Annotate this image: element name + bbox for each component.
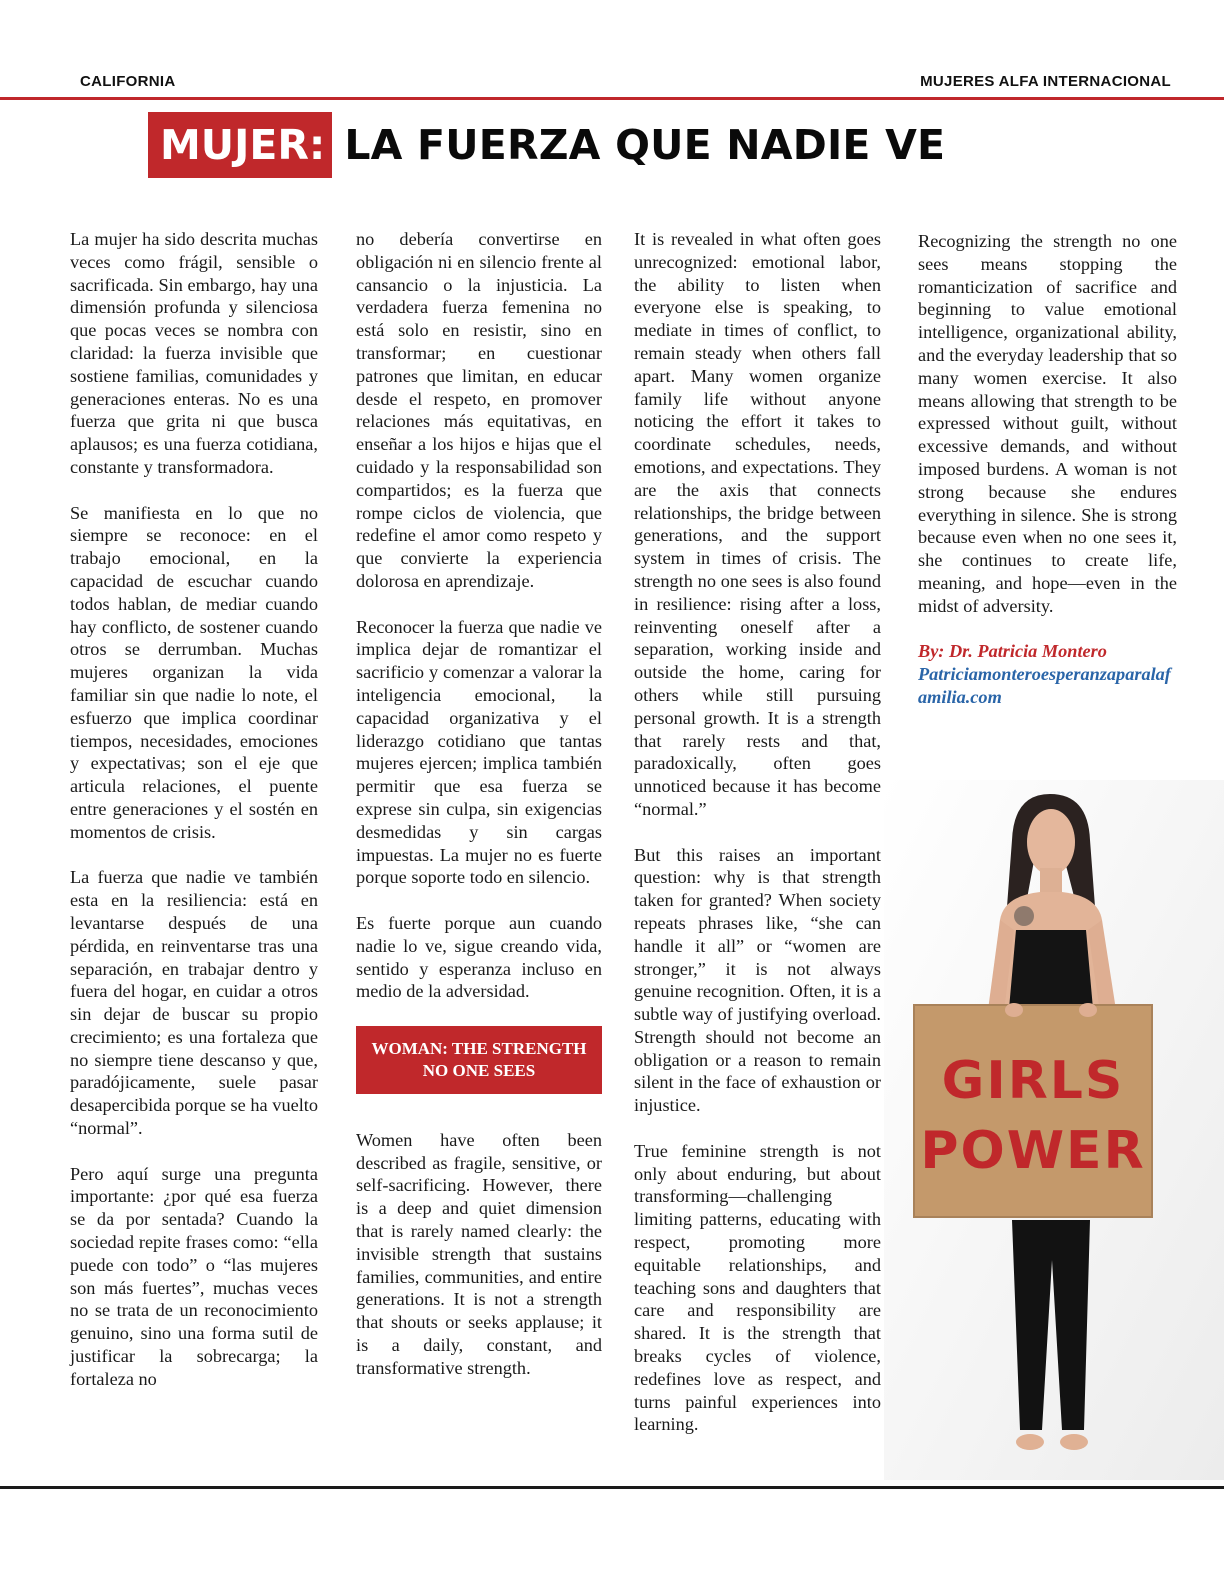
paragraph: Women have often been described as fragile, sensitive, or self-sacrificing. However, there is a deep and quiet dimension that is rarely named clearly: the invisible strength that sustains families, communities, and entire generations. It is not a strength that shouts or seeks applause; it is a daily, constant, and transformative strength. — [356, 1129, 602, 1378]
paragraph: It is revealed in what often goes unrecognized: emotional labor, the ability to listen when everyone else is speaking, to mediate in times of conflict, to remain steady when others fall apart. Many women organize family life without anyone noticing the effort it takes to coordinate schedules, needs, emotions, and expectations. They are the axis that connects relationships, the bridge between generations, and the support system in times of crisis. The strength no one sees is also found in resilience: rising after a loss, reinventing oneself after a separation, working inside and outside the home, caring for others while still pursuing personal growth. It is a strength that rarely rests and that, paradoxically, often goes unnoticed because it has become “normal.” — [634, 229, 881, 819]
column-3 — [634, 228, 881, 1459]
paragraph: Reconocer la fuerza que nadie ve implica dejar de romantizar el sacrificio y comenzar a valorar la inteligencia emocional, la capacidad organizativa y el liderazgo cotidiano que tantas mujeres ejercen; implica también permitir que esa fuerza se exprese sin culpa, sin exigencias desmedidas y sin cargas impuestas. La mujer no es fuerte porque soporte todo en silencio. — [356, 616, 602, 888]
paragraph: La mujer ha sido descrita muchas veces como frágil, sensible o sacrificada. Sin embargo, hay una dimensión profunda y silenciosa que pocas veces se nombra con claridad: la fuerza invisible que sostiene familias, comunidades y generaciones enteras. No es una fuerza que grita ni que busca aplausos; es una fuerza cotidiana, constante y transformadora. — [70, 229, 318, 477]
column-1 — [70, 228, 318, 1413]
publication-name: MUJERES ALFA INTERNACIONAL — [920, 73, 1171, 90]
paragraph: La fuerza que nadie ve también esta en la resiliencia: está en levantarse después de una pérdida, en reinventarse tras una separación, en trabajar dentro y fuera del hogar, en cuidar a otros sin dejar de buscar su propio crecimiento; es una fortaleza que no siempre tiene descanso y que, paradójicamente, suele pasar desapercibida porque se ha vuelto “normal”. — [70, 867, 318, 1139]
english-section-title: WOMAN: THE STRENGTH NO ONE SEES — [356, 1026, 602, 1094]
headline-highlight: MUJER: — [148, 112, 332, 178]
paragraph: Recognizing the strength no one sees means stopping the romanticization of sacrifice and beginning to value emotional intelligence, organizational ability, and the everyday leadership that so many women exercise. It also means allowing that strength to be expressed without guilt, without excessive demands, and without imposed burdens. A woman is not strong because she endures everything in silence. She is strong because even when no one sees it, she continues to create life, meaning, and hope—even in the midst of adversity. — [918, 231, 1177, 616]
bottom-divider — [0, 1486, 1224, 1489]
byline — [918, 640, 1177, 708]
paragraph: Pero aquí surge una pregunta importante: ¿por qué esa fuerza se da por sentada? Cuando la sociedad repite frases como: “ella puede con todo” o “las mujeres son más fuertes”, muchas veces no se trata de un reconocimiento genuino, sino una forma sutil de justificar la sobrecarga; la fortaleza no — [70, 1163, 318, 1389]
article-headline — [148, 112, 945, 178]
sign-text-line-1: GIRLS — [941, 1051, 1125, 1111]
section-label: CALIFORNIA — [80, 73, 176, 90]
column-4 — [918, 230, 1177, 709]
protest-sign — [914, 1005, 1152, 1217]
photo-woman-holding-sign — [884, 780, 1224, 1480]
sign-text-line-2: POWER — [920, 1121, 1146, 1181]
paragraph: True feminine strength is not only about enduring, but about transforming—challenging limiting patterns, educating with respect, promoting more equitable relationships, and teaching sons and daughters that care and responsibility are shared. It is the strength that breaks cycles of violence, redefines love as respect, and turns painful experiences into learning. — [634, 1140, 881, 1435]
column-2 — [356, 228, 602, 1402]
author-name: By: Dr. Patricia Montero — [918, 641, 1107, 662]
paragraph: no debería convertirse en obligación ni en silencio frente al cansancio o la injusticia. La verdadera fuerza femenina no está solo en resistir, sino en transformar; en cuestionar patrones que limitan, en educar desde el respeto, en promover relaciones más equitativas, en enseñar a los hijos e hijas que el cuidado y la responsabilidad son compartidos; es la fuerza que rompe ciclos de violencia, que redefine el amor como respeto y que convierte la experiencia dolorosa en aprendizaje. — [356, 229, 602, 591]
paragraph: But this raises an important question: why is that strength taken for granted? When society repeats phrases like, “she can handle it all” or “women are stronger,” it is not always genuine recognition. Often, it is a subtle way of justifying overload. Strength should not become an obligation or a reason to remain silent in the face of exhaustion or injustice. — [634, 844, 881, 1116]
paragraph: Es fuerte porque aun cuando nadie lo ve, sigue creando vida, sentido y esperanza incluso en medio de la adversidad. — [356, 912, 602, 1002]
paragraph: Se manifiesta en lo que no siempre se reconoce: en el trabajo emocional, en la capacidad de escuchar cuando todos hablan, de mediar cuando hay conflicto, de sostener cuando otros se derrumban. Muchas mujeres organizan la vida familiar sin que nadie lo note, el esfuerzo que implica coordinar tiempos, necesidades, emociones y expectativas; son el eje que articula relaciones, el puente entre generaciones y el sostén en momentos de crisis. — [70, 502, 318, 842]
headline-text: LA FUERZA QUE NADIE VE — [344, 121, 946, 169]
author-website-link[interactable]: Patriciamonteroesperanzaparalafamilia.com — [918, 664, 1171, 707]
top-divider — [0, 97, 1224, 100]
